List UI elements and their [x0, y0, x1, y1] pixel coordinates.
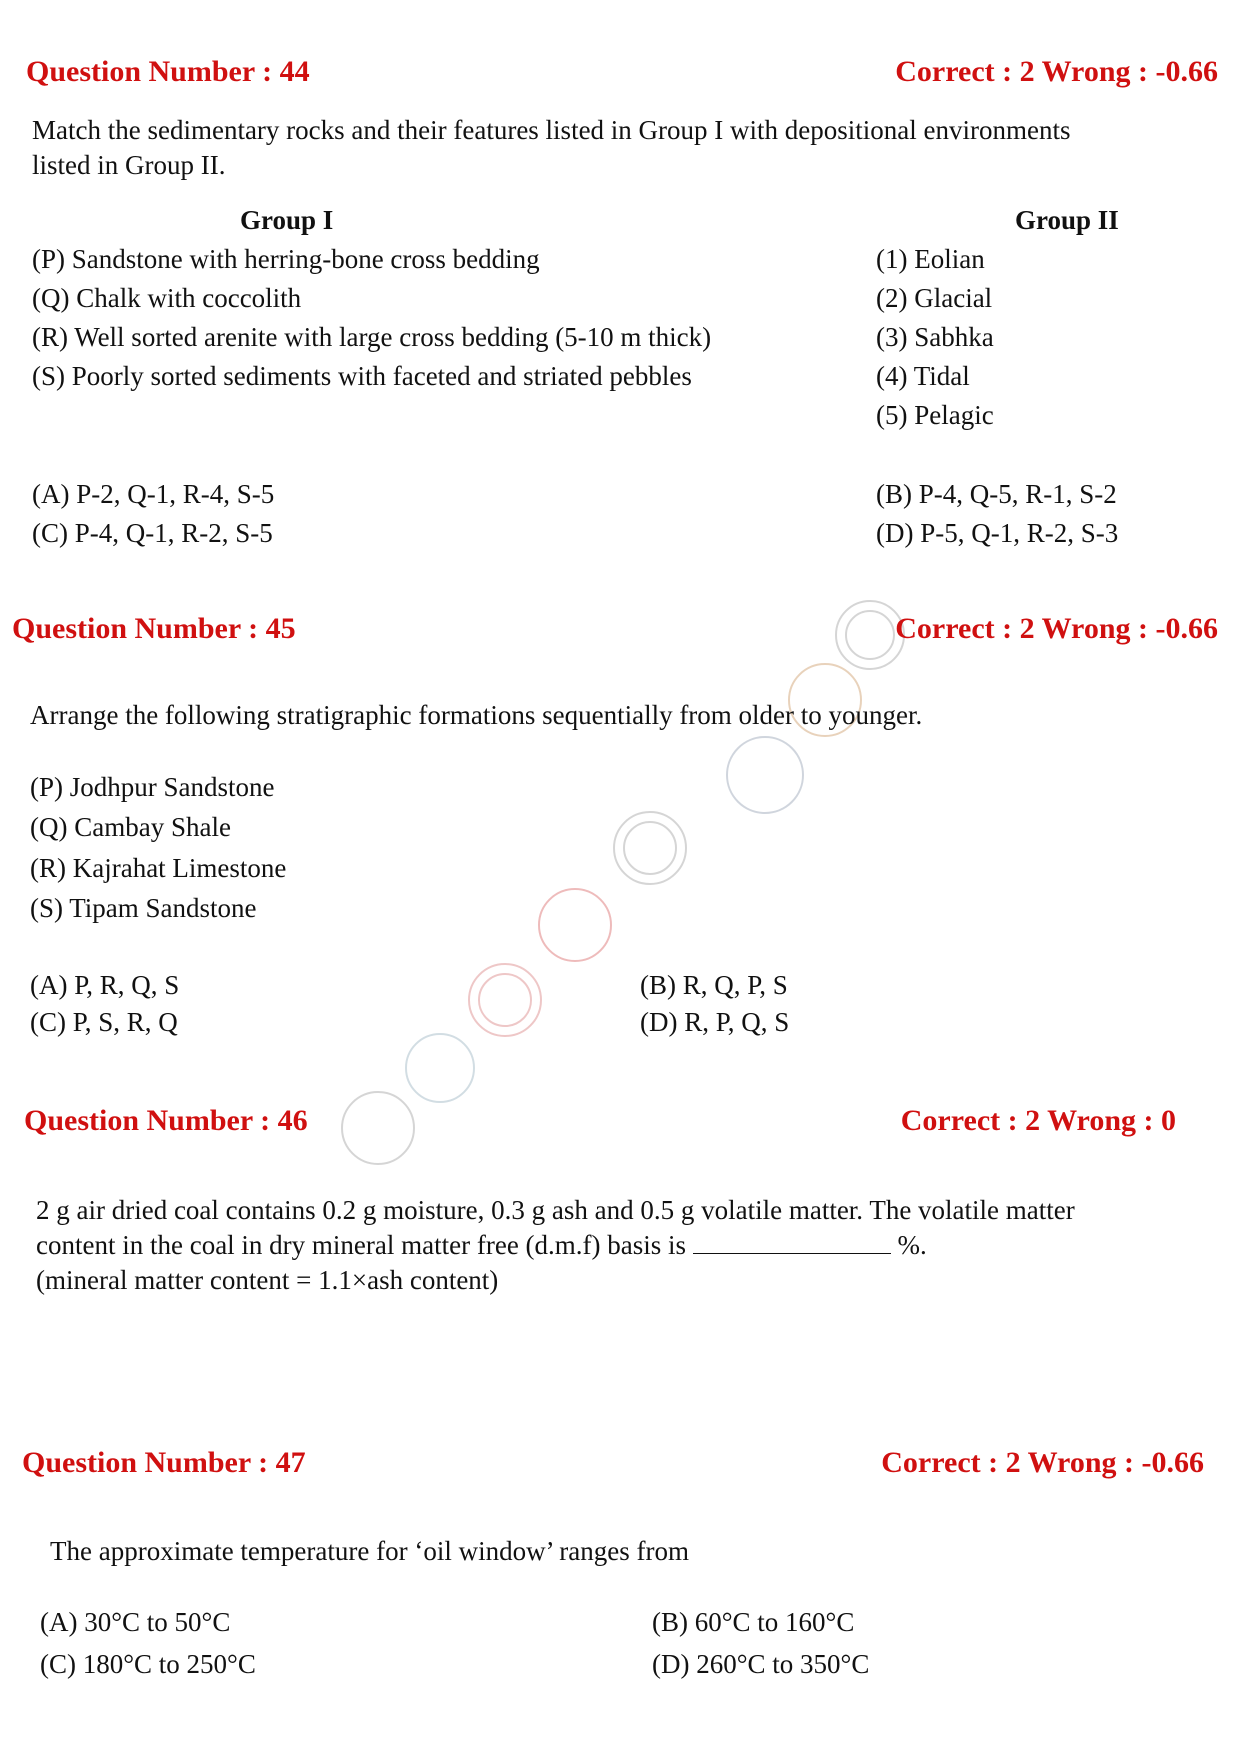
score-label: Correct : 2 Wrong : -0.66: [881, 1446, 1204, 1479]
question-stem: listed in Group II.: [32, 150, 226, 180]
group-1-item: (Q) Chalk with coccolith: [32, 283, 302, 313]
group-2-item: (4) Tidal: [876, 361, 970, 391]
group-1-item: (S) Poorly sorted sediments with faceted and striated pebbles: [32, 361, 692, 391]
option-b: (B) P-4, Q-5, R-1, S-2: [876, 479, 1117, 509]
score-label: Correct : 2 Wrong : -0.66: [895, 612, 1218, 645]
group-2-title: Group II: [1015, 205, 1119, 235]
group-2-item: (2) Glacial: [876, 283, 993, 313]
question-number: Question Number : 46: [24, 1104, 308, 1137]
question-number: Question Number : 47: [22, 1446, 306, 1479]
question-note: (mineral matter content = 1.1×ash content): [36, 1265, 499, 1295]
list-item: (Q) Cambay Shale: [30, 812, 231, 842]
group-2-item: (1) Eolian: [876, 244, 985, 274]
stem-text: content in the coal in dry mineral matter free (d.m.f) basis is: [36, 1230, 687, 1260]
option-a: (A) P-2, Q-1, R-4, S-5: [32, 479, 275, 509]
question-number: Question Number : 45: [12, 612, 296, 645]
option-c: (C) P, S, R, Q: [30, 1007, 178, 1037]
question-stem: Match the sedimentary rocks and their features listed in Group I with depositional environments: [32, 115, 1071, 145]
list-item: (P) Jodhpur Sandstone: [30, 772, 275, 802]
option-c: (C) 180°C to 250°C: [40, 1649, 256, 1679]
option-d: (D) 260°C to 350°C: [652, 1649, 870, 1679]
score-label: Correct : 2 Wrong : -0.66: [895, 55, 1218, 88]
question-47-header: [0, 1446, 1240, 1486]
question-stem: [36, 1228, 927, 1263]
question-stem: Arrange the following stratigraphic formations sequentially from older to younger.: [30, 700, 923, 730]
question-46-header: [0, 1104, 1240, 1144]
option-b: (B) R, Q, P, S: [640, 970, 788, 1000]
option-b: (B) 60°C to 160°C: [652, 1607, 855, 1637]
option-a: (A) 30°C to 50°C: [40, 1607, 231, 1637]
option-d: (D) P-5, Q-1, R-2, S-3: [876, 518, 1119, 548]
list-item: (S) Tipam Sandstone: [30, 893, 257, 923]
question-stem: The approximate temperature for ‘oil window’ ranges from: [50, 1536, 690, 1566]
score-label: Correct : 2 Wrong : 0: [900, 1104, 1176, 1137]
question-number: Question Number : 44: [26, 55, 310, 88]
question-45-header: [0, 612, 1240, 652]
group-2-item: (3) Sabhka: [876, 322, 994, 352]
question-stem: 2 g air dried coal contains 0.2 g moisture, 0.3 g ash and 0.5 g volatile matter. The volatile matter: [36, 1195, 1075, 1225]
answer-blank: [693, 1229, 891, 1254]
group-1-item: (P) Sandstone with herring-bone cross bedding: [32, 244, 540, 274]
question-44-header: [0, 55, 1240, 95]
group-2-item: (5) Pelagic: [876, 400, 994, 430]
option-a: (A) P, R, Q, S: [30, 970, 180, 1000]
group-1-item: (R) Well sorted arenite with large cross bedding (5-10 m thick): [32, 322, 712, 352]
unit-text: %.: [897, 1230, 927, 1260]
list-item: (R) Kajrahat Limestone: [30, 853, 287, 883]
option-d: (D) R, P, Q, S: [640, 1007, 790, 1037]
group-1-title: Group I: [240, 205, 334, 235]
option-c: (C) P-4, Q-1, R-2, S-5: [32, 518, 273, 548]
